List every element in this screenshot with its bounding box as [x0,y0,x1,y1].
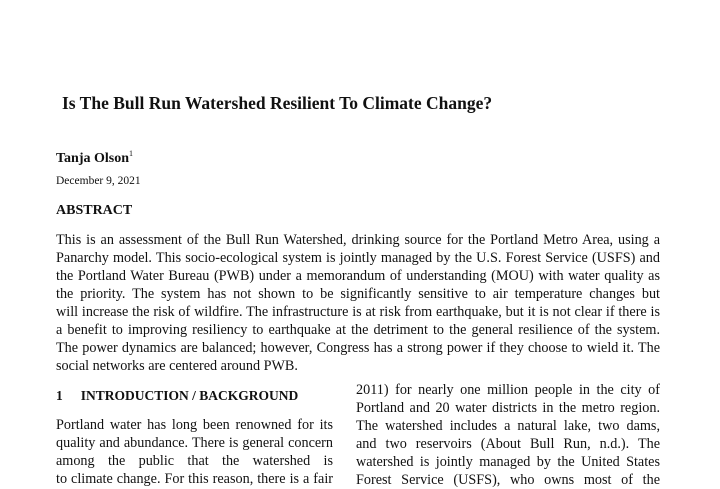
abstract-line: This is an assessment of the Bull Run Watershed, drinking source for the Portland Metro Area, using a [56,232,660,248]
paper-title: Is The Bull Run Watershed Resilient To Climate Change? [62,93,493,113]
body-line: Portland and 20 water districts in the metro region. [356,400,660,416]
body-line: to climate change. For this reason, there is a fair [56,471,333,487]
author [56,149,133,167]
body-line: quality and abundance. There is general concern [56,435,333,451]
abstract-line: The power dynamics are balanced; however, Congress has a strong power if they choose to wield it. The [56,340,660,356]
abstract-line: the Portland Water Bureau (PWB) under a memorandum of understanding (MOU) with water quality as [56,268,660,284]
body-line: among the public that the watershed is [56,453,333,469]
body-line: Portland water has long been renowned for its [56,417,333,433]
section-heading [56,388,298,404]
section-title: INTRODUCTION / BACKGROUND [80,388,299,403]
body-line: Forest Service (USFS), who owns most of the [356,472,660,488]
section-number: 1 [56,388,63,403]
abstract-line: social networks are centered around PWB. [56,358,298,374]
abstract-line: a benefit to improving resiliency to earthquake at the detriment to the general resilience of the system. [56,322,660,338]
abstract-line: the priority. The system has not shown to be significantly sensitive to air temperature changes but [56,286,660,302]
body-line: and two reservoirs (About Bull Run, n.d.). The [356,436,660,452]
abstract-heading: ABSTRACT [56,203,133,218]
date: December 9, 2021 [56,175,141,187]
author-name: Tanja Olson [56,151,130,166]
body-line: watershed is jointly managed by the United States [356,454,660,470]
abstract-line: will increase the risk of wildfire. The infrastructure is at risk from earthquake, but it is not clear if there is [56,304,660,320]
body-line: 2011) for nearly one million people in the city of [356,382,660,398]
abstract-line: Panarchy model. This socio-ecological system is jointly managed by the U.S. Forest Service (USFS) and [56,250,660,266]
body-line: The watershed includes a natural lake, two dams, [356,418,660,434]
author-footnote: 1 [129,149,134,158]
